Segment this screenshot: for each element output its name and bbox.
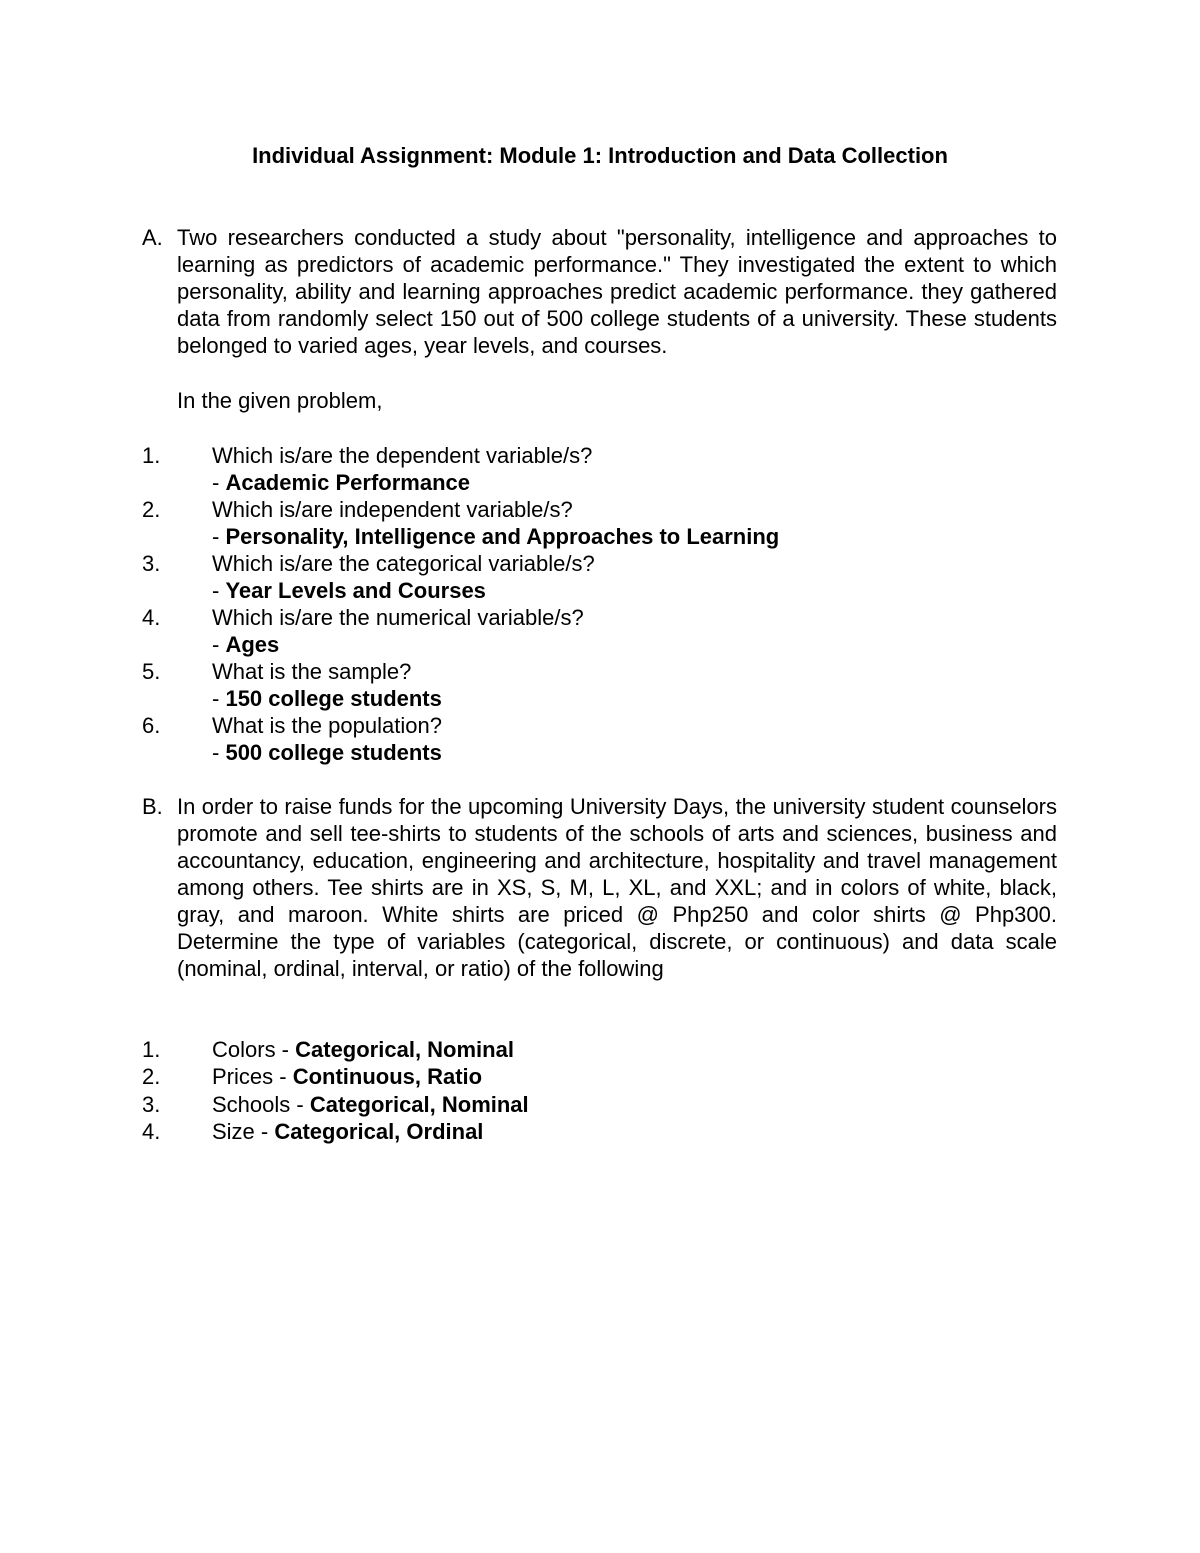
question-number: 5.	[142, 659, 161, 684]
section-b-paragraph: In order to raise funds for the upcoming University Days, the university student counselors promote and sell tee-shirts to students of the schools of arts and sciences, business and accountancy, education, engineering and architecture, hospitality and travel management among others. Tee shirts are in XS, S, M, L, XL, and XXL; and in colors of white, black, gray, and maroon. White shirts are priced @ Php250 and color shirts @ Php300. Determine the type of variables (categorical, discrete, or continuous) and data scale (nominal, ordinal, interval, or ratio) of the following	[177, 794, 1057, 981]
question-text: Which is/are independent variable/s?	[212, 497, 573, 522]
variable-answer: Categorical, Ordinal	[274, 1119, 484, 1144]
question-number: 1.	[142, 443, 161, 468]
variable-number: 1.	[142, 1037, 161, 1062]
variable-line	[212, 1063, 482, 1090]
answer-dash: -	[212, 632, 226, 657]
answer-dash: -	[212, 470, 226, 495]
question-text: Which is/are the numerical variable/s?	[212, 605, 584, 630]
document-title: Individual Assignment: Module 1: Introduction and Data Collection	[252, 143, 948, 168]
variable-answer: Categorical, Nominal	[295, 1037, 514, 1062]
variable-label: Colors -	[212, 1037, 296, 1062]
variable-number: 4.	[142, 1119, 161, 1144]
question-text: Which is/are the categorical variable/s?	[212, 551, 595, 576]
answer-line	[212, 469, 470, 496]
question-text: Which is/are the dependent variable/s?	[212, 443, 593, 468]
variable-answer: Continuous, Ratio	[292, 1064, 483, 1089]
variable-line	[212, 1036, 514, 1063]
question-text: What is the sample?	[212, 659, 412, 684]
section-a-letter: A.	[142, 225, 163, 250]
question-number: 6.	[142, 713, 161, 738]
answer-text: Year Levels and Courses	[225, 578, 486, 603]
answer-text: 500 college students	[225, 740, 442, 765]
answer-dash: -	[212, 686, 226, 711]
answer-text: Ages	[225, 632, 280, 657]
question-text: What is the population?	[212, 713, 442, 738]
answer-line	[212, 685, 442, 712]
variable-label: Prices -	[212, 1064, 293, 1089]
answer-text: Academic Performance	[225, 470, 471, 495]
question-number: 4.	[142, 605, 161, 630]
answer-text: 150 college students	[225, 686, 442, 711]
variable-line	[212, 1118, 483, 1145]
question-number: 3.	[142, 551, 161, 576]
variable-label: Size -	[212, 1119, 275, 1144]
answer-line	[212, 739, 442, 766]
answer-dash: -	[212, 740, 226, 765]
answer-dash: -	[212, 578, 226, 603]
variable-label: Schools -	[212, 1092, 310, 1117]
answer-text: Personality, Intelligence and Approaches to Learning	[225, 524, 780, 549]
variable-number: 3.	[142, 1092, 161, 1117]
variable-line	[212, 1091, 529, 1118]
variable-number: 2.	[142, 1064, 161, 1089]
answer-line	[212, 523, 779, 550]
answer-dash: -	[212, 524, 226, 549]
question-number: 2.	[142, 497, 161, 522]
section-a-paragraph: Two researchers conducted a study about "personality, intelligence and approaches to learning as predictors of academic performance." They investigated the extent to which personality, ability and learning approaches predict academic performance. they gathered data from randomly select 150 out of 500 college students of a university. These students belonged to varied ages, year levels, and courses.	[177, 225, 1057, 358]
section-b-letter: B.	[142, 794, 163, 819]
variable-answer: Categorical, Nominal	[309, 1092, 529, 1117]
section-a-lead-in: In the given problem,	[177, 388, 383, 413]
answer-line	[212, 631, 279, 658]
answer-line	[212, 577, 486, 604]
